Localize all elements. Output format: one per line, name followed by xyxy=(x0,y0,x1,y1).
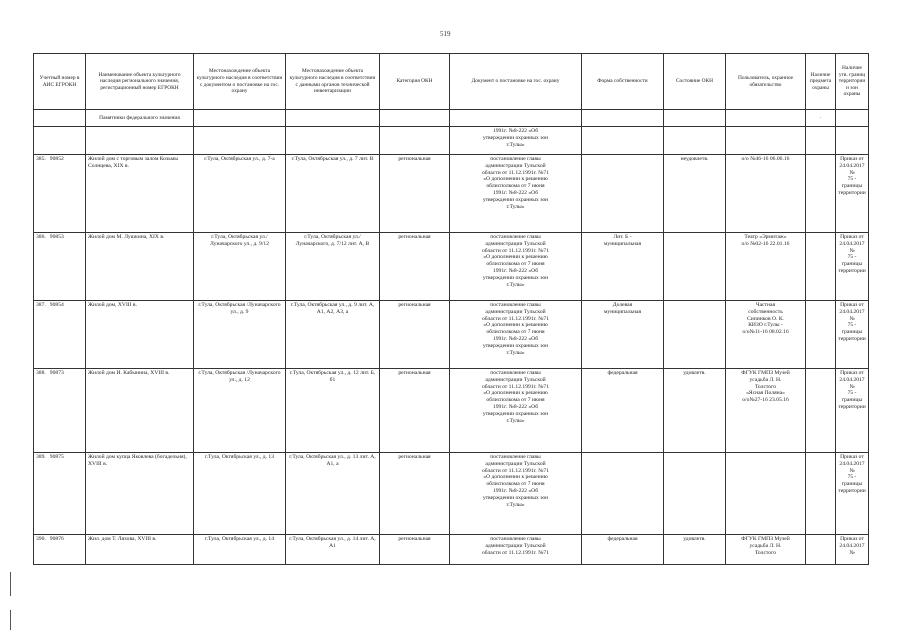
column-header: Местонахождение объекта культурного наследия в соответствии с данными органов технической инвентаризации xyxy=(286,54,380,110)
header-row xyxy=(34,54,869,110)
margin-mark xyxy=(10,610,11,630)
user-cell: о/о №46-16 06.06.16 xyxy=(726,155,806,233)
column-header: Состояние ОКН xyxy=(664,54,726,110)
column-header: Наличие предмета охраны xyxy=(806,54,836,110)
borders-cell: Приказ от 24.04.2017 № 75 - границы территории xyxy=(836,369,869,453)
category-cell: региональная xyxy=(380,369,450,453)
subject-cell xyxy=(806,155,836,233)
location-doc-cell: г.Тула, Октябрьская ул./Луначарского ул., д. 9/12 xyxy=(194,233,286,301)
state-cell xyxy=(664,233,726,301)
category-cell: региональная xyxy=(380,301,450,369)
heritage-register-table xyxy=(33,53,869,565)
document-cell: постановление главы администрации Тульской области от 11.12.1991г. №71 xyxy=(450,535,582,565)
column-header: Категория ОКН xyxy=(380,54,450,110)
category-cell: региональная xyxy=(380,233,450,301)
table-row xyxy=(34,369,869,453)
borders-cell: Приказ от 24.04.2017 № xyxy=(836,535,869,565)
name-cell: Жилой дом купца Яковлева (богадельня), XVIII в. xyxy=(86,453,194,535)
location-inv-cell: г.Тула, Октябрьская ул., д. 13 лит. А, А1, а xyxy=(286,453,380,535)
location-inv-cell: г.Тула, Октябрьская ул., д. 9 лит. А, А1, А2, А3, а xyxy=(286,301,380,369)
table-row xyxy=(34,155,869,233)
egrokn-code: 90876 xyxy=(49,536,64,542)
location-inv-cell: г.Тула, Октябрьская ул./ Луначарского, д. 7/12 лит. А, В xyxy=(286,233,380,301)
egrokn-code: 90853 xyxy=(49,234,64,240)
egrokn-code: 90873 xyxy=(49,370,64,376)
user-cell: ФГУК ГМПЗ Музей усадьба Л. Н. Толстого «Ясная Поляна» о/о№27-16 23.05.16 xyxy=(726,369,806,453)
document-cell: постановление главы администрации Тульской области от 11.12.1991г. №71 «О дополнении к решению облисполкома от 7 июня 1991г. №8-222 «Об утверждении охранных зон г.Тулы» xyxy=(450,155,582,233)
category-cell: региональная xyxy=(380,155,450,233)
column-header: Документ о постановке на гос. охрану xyxy=(450,54,582,110)
num-cell xyxy=(34,453,86,535)
user-cell: Частная собственность Сипинков О. К. КИЗО г.Тулы - о/о№11-16 08.02.16 xyxy=(726,301,806,369)
subject-cell xyxy=(806,535,836,565)
num-cell xyxy=(34,369,86,453)
row-number: 387. xyxy=(36,302,46,308)
name-cell: Жилой дом, XVIII в. xyxy=(86,301,194,369)
egrokn-code: 90875 xyxy=(49,454,64,460)
subject-cell xyxy=(806,301,836,369)
user-cell: Театр «Эрмитаж» о/о №02-16 22.01.16 xyxy=(726,233,806,301)
subheader-mark: · xyxy=(806,110,836,127)
ownership-cell: федеральная xyxy=(582,535,664,565)
page-number: 519 xyxy=(440,30,451,38)
state-cell: удовлетв. xyxy=(664,369,726,453)
name-cell: Жилой дом И. Кабынина, XVIII в. xyxy=(86,369,194,453)
name-cell: Жил. дом Т. Ляхова, XVIII в. xyxy=(86,535,194,565)
egrokn-code: 90854 xyxy=(49,302,64,308)
subheader-row xyxy=(34,110,869,127)
row-number: 386. xyxy=(36,234,46,240)
location-inv-cell: г.Тула, Октябрьская ул., д. 14 лит. А, А1 xyxy=(286,535,380,565)
row-number: 388. xyxy=(36,370,46,376)
location-doc-cell: г.Тула, Октябрьская ул., д. 7-а xyxy=(194,155,286,233)
column-header: Местонахождение объекта культурного наследия в соответствии с документом о постановке на гос. охрану xyxy=(194,54,286,110)
location-doc-cell: г.Тула, Октябрьская ул., д. 14 xyxy=(194,535,286,565)
column-header: Пользователь, охранное обязательство xyxy=(726,54,806,110)
location-doc-cell: г.Тула, Октябрьская ул., д. 13 xyxy=(194,453,286,535)
location-inv-cell: г.Тула, Октябрьская ул., д. 7 лит. В xyxy=(286,155,380,233)
table-row xyxy=(34,535,869,565)
row-number: 389. xyxy=(36,454,46,460)
document-cell: постановление главы администрации Тульской области от 11.12.1991г. №71 «О дополнении к решению облисполкома от 7 июня 1991г. №8-222 «Об утверждении охранных зон г.Тулы» xyxy=(450,453,582,535)
row-number: 390. xyxy=(36,536,46,542)
ownership-cell: Долевая муниципальная xyxy=(582,301,664,369)
continuation-row xyxy=(34,127,869,155)
egrokn-code: 90852 xyxy=(49,156,64,162)
table-row xyxy=(34,233,869,301)
document-cell: постановление главы администрации Тульской области от 11.12.1991г. №71 «О дополнении к решению облисполкома от 7 июня 1991г. №8-222 «Об утверждении охранных зон г.Тулы» xyxy=(450,301,582,369)
state-cell xyxy=(664,453,726,535)
location-doc-cell: г.Тула, Октябрьская /Луначарского ул., д. 12 xyxy=(194,369,286,453)
num-cell xyxy=(34,301,86,369)
document-cell: постановление главы администрации Тульской области от 11.12.1991г. №71 «О дополнении к решению облисполкома от 7 июня 1991г. №8-222 «Об утверждении охранных зон г.Тулы» xyxy=(450,369,582,453)
column-header: Наличие утв. границ территории и зон охраны xyxy=(836,54,869,110)
user-cell: ФГУК ГМПЗ Музей усадьба Л. Н. Толстого xyxy=(726,535,806,565)
name-cell: Жилой дом М. Лушкина, XIX в. xyxy=(86,233,194,301)
ownership-cell: Лит. Б - муниципальная xyxy=(582,233,664,301)
user-cell xyxy=(726,453,806,535)
column-header: Наименование объекта культурного наследия регионального значения, регистрационный номер ЕГРОКН xyxy=(86,54,194,110)
num-cell xyxy=(34,535,86,565)
ownership-cell xyxy=(582,155,664,233)
table-row xyxy=(34,301,869,369)
margin-mark xyxy=(10,572,11,596)
table-row xyxy=(34,453,869,535)
borders-cell: Приказ от 24.04.2017 № 75 - границы территории xyxy=(836,301,869,369)
ownership-cell xyxy=(582,453,664,535)
state-cell: удовлетв. xyxy=(664,535,726,565)
location-inv-cell: г.Тула, Октябрьская ул., д. 12 лит. Б, б1 xyxy=(286,369,380,453)
subject-cell xyxy=(806,233,836,301)
borders-cell: Приказ от 24.04.2017 № 75 - границы территории xyxy=(836,155,869,233)
column-header: Форма собственности xyxy=(582,54,664,110)
num-cell xyxy=(34,155,86,233)
name-cell: Жилой дом с торговым залом Козьмы Солнцева, XIX в. xyxy=(86,155,194,233)
subject-cell xyxy=(806,453,836,535)
column-header: Учетный номер в АИС ЕГРОКН xyxy=(34,54,86,110)
state-cell xyxy=(664,301,726,369)
document-cell: постановление главы администрации Тульской области от 11.12.1991г. №71 «О дополнении к решению облисполкома от 7 июня 1991г. №8-222 «Об утверждении охранных зон г.Тулы» xyxy=(450,233,582,301)
document-cell: 1991г. №8-222 «Об утверждении охранных зон г.Тулы» xyxy=(450,127,582,155)
category-cell: региональная xyxy=(380,453,450,535)
category-cell: региональная xyxy=(380,535,450,565)
row-number: 385. xyxy=(36,156,46,162)
num-cell xyxy=(34,233,86,301)
subject-cell xyxy=(806,369,836,453)
borders-cell: Приказ от 24.04.2017 № 75 - границы территории xyxy=(836,453,869,535)
state-cell: неудовлетв. xyxy=(664,155,726,233)
section-label: Памятники федерального значения xyxy=(86,110,194,127)
ownership-cell: федеральная xyxy=(582,369,664,453)
location-doc-cell: г.Тула, Октябрьская /Луначарского ул., д. 9 xyxy=(194,301,286,369)
borders-cell: Приказ от 24.04.2017 № 75 - границы территории xyxy=(836,233,869,301)
